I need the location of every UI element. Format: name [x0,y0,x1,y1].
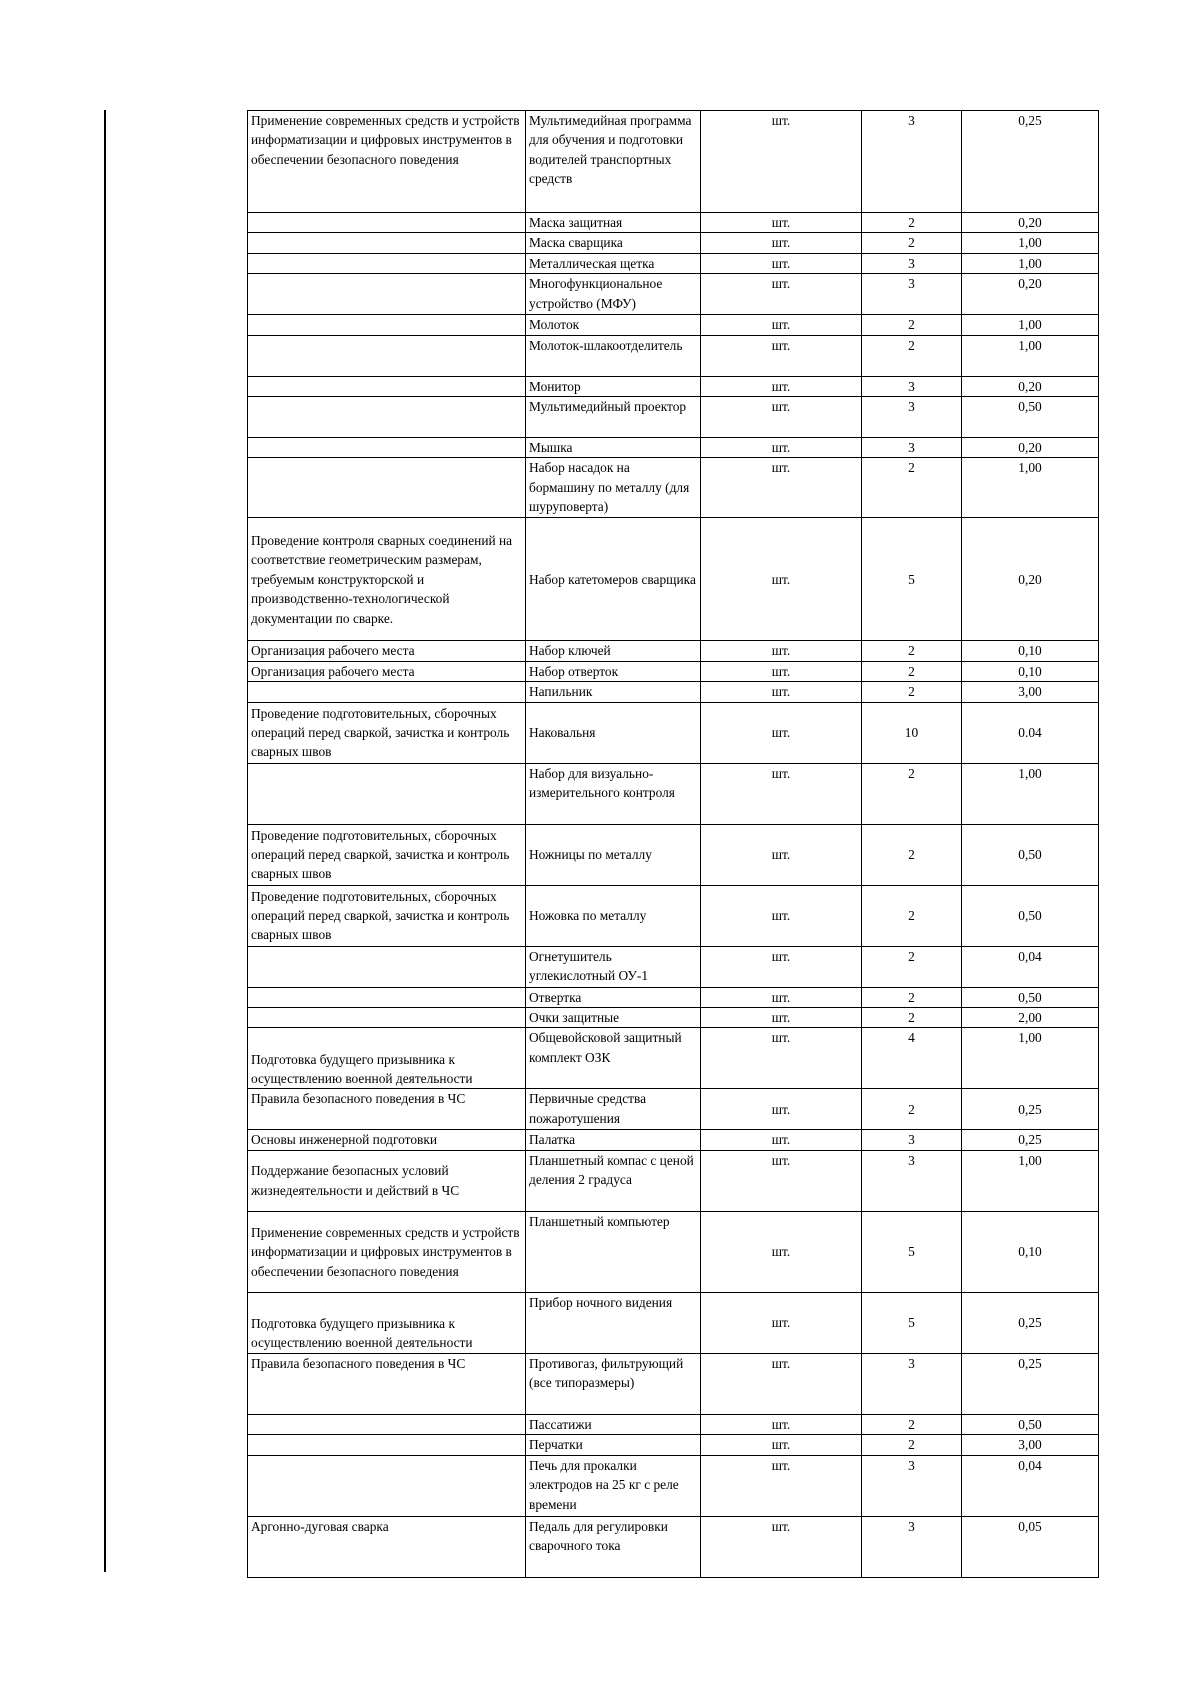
unit-cell: шт. [701,641,862,661]
table-row [248,213,1099,233]
table-row [248,1028,1099,1089]
quantity-cell: 5 [862,1211,962,1292]
item-name-cell: Печь для прокалки электродов на 25 кг с реле времени [526,1455,701,1516]
item-name-cell: Металлическая щетка [526,253,701,273]
unit-cell: шт. [701,274,862,315]
quantity-cell: 3 [862,376,962,396]
norm-cell: 0,20 [962,376,1099,396]
norm-cell: 1,00 [962,763,1099,824]
unit-cell: шт. [701,1211,862,1292]
norm-cell: 1,00 [962,315,1099,335]
item-name-cell: Педаль для регулировки сварочного тока [526,1516,701,1577]
norm-cell: 0,25 [962,1130,1099,1150]
table-row [248,1008,1099,1028]
unit-cell: шт. [701,763,862,824]
table-row [248,518,1099,641]
unit-cell: шт. [701,376,862,396]
quantity-cell: 2 [862,1435,962,1455]
table-row [248,1130,1099,1150]
purpose-cell [248,233,526,253]
table-row [248,1211,1099,1292]
quantity-cell: 3 [862,438,962,458]
quantity-cell: 2 [862,233,962,253]
norm-cell: 1,00 [962,1028,1099,1089]
item-name-cell: Прибор ночного видения [526,1292,701,1353]
purpose-cell: Организация рабочего места [248,641,526,661]
norm-cell: 1,00 [962,335,1099,376]
quantity-cell: 3 [862,1455,962,1516]
item-name-cell: Монитор [526,376,701,396]
purpose-cell: Проведение контроля сварных соединений на соответствие геометрическим размерам, требуемым конструкторской и производственно-технологической документации по сварке. [248,518,526,641]
item-name-cell: Набор ключей [526,641,701,661]
quantity-cell: 2 [862,661,962,681]
table-row [248,253,1099,273]
table-row [248,233,1099,253]
norm-cell: 0,20 [962,438,1099,458]
quantity-cell: 2 [862,641,962,661]
purpose-cell [248,376,526,396]
item-name-cell: Ножовка по металлу [526,885,701,946]
table-row [248,376,1099,396]
unit-cell: шт. [701,233,862,253]
unit-cell: шт. [701,661,862,681]
norm-cell: 0.04 [962,702,1099,763]
quantity-cell: 2 [862,213,962,233]
purpose-cell [248,253,526,273]
item-name-cell: Первичные средства пожаротушения [526,1089,701,1130]
unit-cell: шт. [701,458,862,518]
purpose-cell: Подготовка будущего призывника к осуществлению военной деятельности [248,1292,526,1353]
table-row [248,987,1099,1007]
purpose-cell [248,1008,526,1028]
purpose-cell [248,1414,526,1434]
item-name-cell: Маска сварщика [526,233,701,253]
table-row [248,438,1099,458]
table-row [248,641,1099,661]
unit-cell: шт. [701,987,862,1007]
unit-cell: шт. [701,946,862,987]
norm-cell: 0,10 [962,661,1099,681]
unit-cell: шт. [701,1130,862,1150]
table-row [248,458,1099,518]
quantity-cell: 3 [862,1516,962,1577]
norm-cell: 0,50 [962,885,1099,946]
purpose-cell [248,1435,526,1455]
unit-cell: шт. [701,1028,862,1089]
purpose-cell: Применение современных средств и устройств информатизации и цифровых инструментов в обеспечении безопасного поведения [248,111,526,213]
table-row [248,315,1099,335]
item-name-cell: Напильник [526,682,701,702]
quantity-cell: 2 [862,1089,962,1130]
quantity-cell: 3 [862,253,962,273]
item-name-cell: Перчатки [526,1435,701,1455]
purpose-cell: Правила безопасного поведения в ЧС [248,1353,526,1414]
table-row [248,661,1099,681]
purpose-cell [248,682,526,702]
unit-cell: шт. [701,1008,862,1028]
table-row [248,397,1099,438]
unit-cell: шт. [701,1353,862,1414]
quantity-cell: 2 [862,1414,962,1434]
purpose-cell [248,946,526,987]
quantity-cell: 3 [862,274,962,315]
quantity-cell: 10 [862,702,962,763]
norm-cell: 0,20 [962,213,1099,233]
table-row [248,274,1099,315]
purpose-cell [248,987,526,1007]
purpose-cell: Применение современных средств и устройств информатизации и цифровых инструментов в обеспечении безопасного поведения [248,1211,526,1292]
purpose-cell: Правила безопасного поведения в ЧС [248,1089,526,1130]
norm-cell: 3,00 [962,682,1099,702]
quantity-cell: 2 [862,458,962,518]
unit-cell: шт. [701,253,862,273]
unit-cell: шт. [701,682,862,702]
unit-cell: шт. [701,213,862,233]
table-row [248,1089,1099,1130]
unit-cell: шт. [701,1516,862,1577]
norm-cell: 0,50 [962,987,1099,1007]
norm-cell: 0,04 [962,946,1099,987]
purpose-cell [248,1455,526,1516]
norm-cell: 2,00 [962,1008,1099,1028]
item-name-cell: Планшетный компас с ценой деления 2 градуса [526,1150,701,1211]
item-name-cell: Палатка [526,1130,701,1150]
quantity-cell: 5 [862,1292,962,1353]
quantity-cell: 3 [862,1353,962,1414]
purpose-cell: Организация рабочего места [248,661,526,681]
purpose-cell: Поддержание безопасных условий жизнедеятельности и действий в ЧС [248,1150,526,1211]
table-row [248,1353,1099,1414]
quantity-cell: 3 [862,1150,962,1211]
unit-cell: шт. [701,1435,862,1455]
purpose-cell [248,458,526,518]
norm-cell: 0,20 [962,274,1099,315]
quantity-cell: 3 [862,1130,962,1150]
item-name-cell: Отвертка [526,987,701,1007]
table-row [248,824,1099,885]
table-row [248,885,1099,946]
unit-cell: шт. [701,518,862,641]
item-name-cell: Набор отверток [526,661,701,681]
unit-cell: шт. [701,315,862,335]
purpose-cell: Проведение подготовительных, сборочных операций перед сваркой, зачистка и контроль сварных швов [248,824,526,885]
unit-cell: шт. [701,885,862,946]
unit-cell: шт. [701,824,862,885]
quantity-cell: 4 [862,1028,962,1089]
purpose-cell: Проведение подготовительных, сборочных операций перед сваркой, зачистка и контроль сварных швов [248,702,526,763]
quantity-cell: 3 [862,397,962,438]
quantity-cell: 2 [862,763,962,824]
item-name-cell: Многофункциональное устройство (МФУ) [526,274,701,315]
unit-cell: шт. [701,1414,862,1434]
item-name-cell: Наковальня [526,702,701,763]
purpose-cell: Основы инженерной подготовки [248,1130,526,1150]
quantity-cell: 2 [862,682,962,702]
purpose-cell [248,274,526,315]
table-row [248,682,1099,702]
item-name-cell: Очки защитные [526,1008,701,1028]
table-body [248,111,1099,1578]
table-row [248,1435,1099,1455]
item-name-cell: Мышка [526,438,701,458]
item-name-cell: Противогаз, фильтрующий (все типоразмеры) [526,1353,701,1414]
quantity-cell: 2 [862,335,962,376]
item-name-cell: Пассатижи [526,1414,701,1434]
unit-cell: шт. [701,1150,862,1211]
purpose-cell: Проведение подготовительных, сборочных операций перед сваркой, зачистка и контроль сварных швов [248,885,526,946]
purpose-cell [248,213,526,233]
unit-cell: шт. [701,397,862,438]
quantity-cell: 2 [862,824,962,885]
unit-cell: шт. [701,702,862,763]
unit-cell: шт. [701,1455,862,1516]
item-name-cell: Мультимедийная программа для обучения и подготовки водителей транспортных средств [526,111,701,213]
norm-cell: 0,10 [962,641,1099,661]
quantity-cell: 2 [862,1008,962,1028]
purpose-cell [248,763,526,824]
norm-cell: 1,00 [962,1150,1099,1211]
purpose-cell [248,397,526,438]
item-name-cell: Маска защитная [526,213,701,233]
item-name-cell: Мультимедийный проектор [526,397,701,438]
table-row [248,1292,1099,1353]
table-row [248,1150,1099,1211]
unit-cell: шт. [701,438,862,458]
table-row [248,1455,1099,1516]
quantity-cell: 3 [862,111,962,213]
table-row [248,946,1099,987]
item-name-cell: Набор для визуально-измерительного контроля [526,763,701,824]
norm-cell: 0,50 [962,397,1099,438]
quantity-cell: 2 [862,987,962,1007]
table-row [248,763,1099,824]
norm-cell: 0,25 [962,111,1099,213]
table-row [248,335,1099,376]
norm-cell: 0,05 [962,1516,1099,1577]
quantity-cell: 2 [862,315,962,335]
norm-cell: 0,50 [962,824,1099,885]
quantity-cell: 2 [862,885,962,946]
unit-cell: шт. [701,1292,862,1353]
norm-cell: 1,00 [962,458,1099,518]
norm-cell: 0,10 [962,1211,1099,1292]
norm-cell: 0,20 [962,518,1099,641]
quantity-cell: 2 [862,946,962,987]
item-name-cell: Молоток [526,315,701,335]
purpose-cell [248,315,526,335]
norm-cell: 0,50 [962,1414,1099,1434]
norm-cell: 0,04 [962,1455,1099,1516]
norm-cell: 0,25 [962,1089,1099,1130]
table-row [248,1516,1099,1577]
item-name-cell: Огнетушитель углекислотный ОУ-1 [526,946,701,987]
purpose-cell: Подготовка будущего призывника к осуществлению военной деятельности [248,1028,526,1089]
norm-cell: 0,25 [962,1292,1099,1353]
unit-cell: шт. [701,335,862,376]
item-name-cell: Ножницы по металлу [526,824,701,885]
table-row [248,1414,1099,1434]
quantity-cell: 5 [862,518,962,641]
table-row [248,702,1099,763]
purpose-cell [248,335,526,376]
purpose-cell [248,438,526,458]
norm-cell: 1,00 [962,233,1099,253]
item-name-cell: Общевойсковой защитный комплект ОЗК [526,1028,701,1089]
norm-cell: 3,00 [962,1435,1099,1455]
item-name-cell: Набор насадок на бормашину по металлу (для шуруповерта) [526,458,701,518]
purpose-cell: Аргонно-дуговая сварка [248,1516,526,1577]
item-name-cell: Набор катетомеров сварщика [526,518,701,641]
left-margin-line [104,110,106,1572]
equipment-table [247,110,1099,1578]
norm-cell: 0,25 [962,1353,1099,1414]
unit-cell: шт. [701,111,862,213]
item-name-cell: Молоток-шлакоотделитель [526,335,701,376]
item-name-cell: Планшетный компьютер [526,1211,701,1292]
norm-cell: 1,00 [962,253,1099,273]
unit-cell: шт. [701,1089,862,1130]
table-row [248,111,1099,213]
